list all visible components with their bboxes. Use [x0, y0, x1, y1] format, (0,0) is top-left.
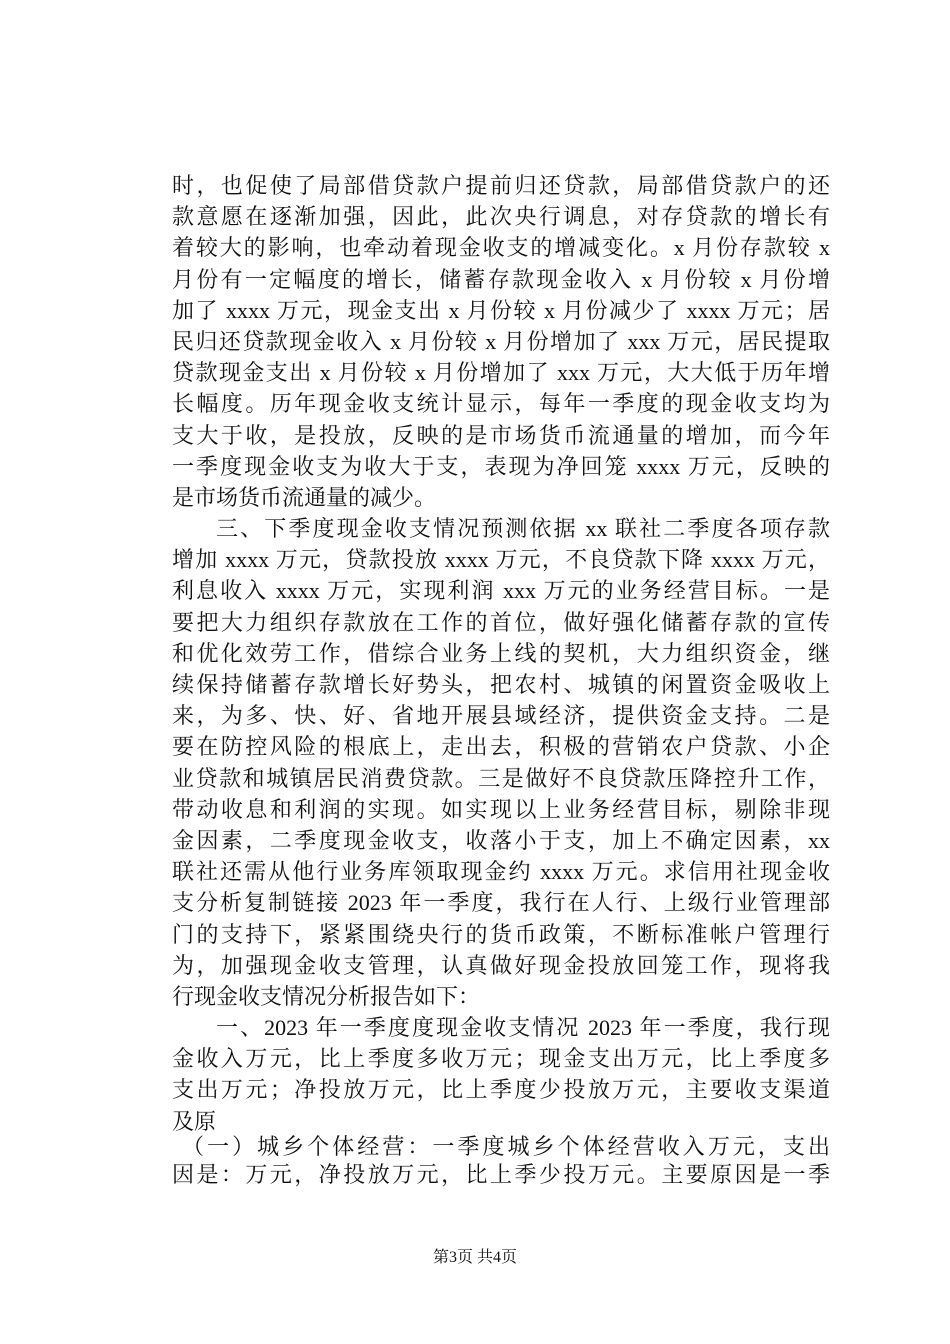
paragraph-subsection-one: [172, 1133, 830, 1189]
text-line: 为，加强现金收支管理，认真做好现金投放回笼工作，现将我: [172, 952, 830, 978]
text-line: 贷款现金支出 x 月份较 x 月份增加了 xxx 万元，大大低于历年增: [172, 360, 830, 386]
text-line: 民归还贷款现金收入 x 月份较 x 月份增加了 xxx 万元，居民提取: [172, 328, 830, 354]
text-line: 时，也促使了局部借贷款户提前归还贷款，局部借贷款户的还: [172, 173, 830, 198]
document-body: [172, 170, 830, 1189]
text-line: 月份有一定幅度的增长，储蓄存款现金收入 x 月份较 x 月份增: [172, 266, 830, 292]
text-line: 要在防控风险的根底上，走出去，积极的营销农户贷款、小企: [172, 734, 830, 760]
paragraph-section-three: [172, 513, 830, 1012]
text-line: 加了 xxxx 万元，现金支出 x 月份较 x 月份减少了 xxxx 万元；居: [172, 297, 830, 323]
text-line: 支分析复制链接 2023 年一季度，我行在人行、上级行业管理部: [172, 890, 830, 916]
text-line: 和优化效劳工作，借综合业务上线的契机，大力组织资金，继: [172, 640, 830, 666]
text-line: 业贷款和城镇居民消费贷款。三是做好不良贷款压降控升工作，: [172, 765, 830, 791]
text-line: 支出万元；净投放万元，比上季度少投放万元，主要收支渠道: [172, 1077, 830, 1103]
paragraph-section-one: [172, 1012, 830, 1137]
text-line: 增加 xxxx 万元，贷款投放 xxxx 万元，不良贷款下降 xxxx 万元，: [172, 547, 830, 573]
text-line: 续保持储蓄存款增长好势头，把农村、城镇的闲置资金吸收上: [172, 672, 830, 697]
text-line: 行现金收支情况分析报告如下：: [172, 983, 481, 1009]
text-line: 着较大的影响，也牵动着现金收支的增减变化。x 月份存款较 x: [172, 235, 830, 261]
text-line: 门的支持下，紧紧围绕央行的货币政策，不断标准帐户管理行: [172, 921, 830, 947]
text-line: 长幅度。历年现金收支统计显示，每年一季度的现金收支均为: [172, 391, 830, 417]
text-line: 一季度现金收支为收大于支，表现为净回笼 xxxx 万元，反映的: [172, 453, 830, 479]
paragraph-continuation: [172, 170, 830, 513]
text-line: 是市场货币流通量的减少。: [172, 484, 437, 510]
text-line: 金因素，二季度现金收支，收落小于支，加上不确定因素，xx: [172, 827, 830, 853]
text-line: （一）城乡个体经营：一季度城乡个体经营收入万元，支出: [182, 1133, 830, 1159]
text-line: 要把大力组织存款放在工作的首位，做好强化储蓄存款的宣传: [172, 609, 830, 635]
text-line: 三、下季度现金收支情况预测依据 xx 联社二季度各项存款: [216, 516, 830, 542]
text-line: 带动收息和利润的实现。如实现以上业务经营目标，剔除非现: [172, 796, 830, 822]
text-line: 来，为多、快、好、省地开展县域经济，提供资金支持。二是: [172, 703, 830, 729]
text-line: 因是：万元，净投放万元，比上季少投万元。主要原因是一季: [172, 1161, 830, 1187]
page-number-label: 第3页 共4页: [432, 1249, 517, 1266]
text-line: 利息收入 xxxx 万元，实现利润 xxx 万元的业务经营目标。一是: [172, 578, 830, 604]
text-line: 金收入万元，比上季度多收万元；现金支出万元，比上季度多: [172, 1046, 830, 1072]
text-line: 及原: [172, 1108, 217, 1134]
text-line: 支大于收，是投放，反映的是市场货币流通量的增加，而今年: [172, 422, 830, 448]
text-line: 款意愿在逐渐加强，因此，此次央行调息，对存贷款的增长有: [172, 204, 830, 230]
text-line: 联社还需从他行业务库领取现金约 xxxx 万元。求信用社现金收: [172, 859, 830, 885]
text-line: 一、2023 年一季度度现金收支情况 2023 年一季度，我行现: [216, 1015, 830, 1041]
page-footer: [0, 1246, 950, 1270]
